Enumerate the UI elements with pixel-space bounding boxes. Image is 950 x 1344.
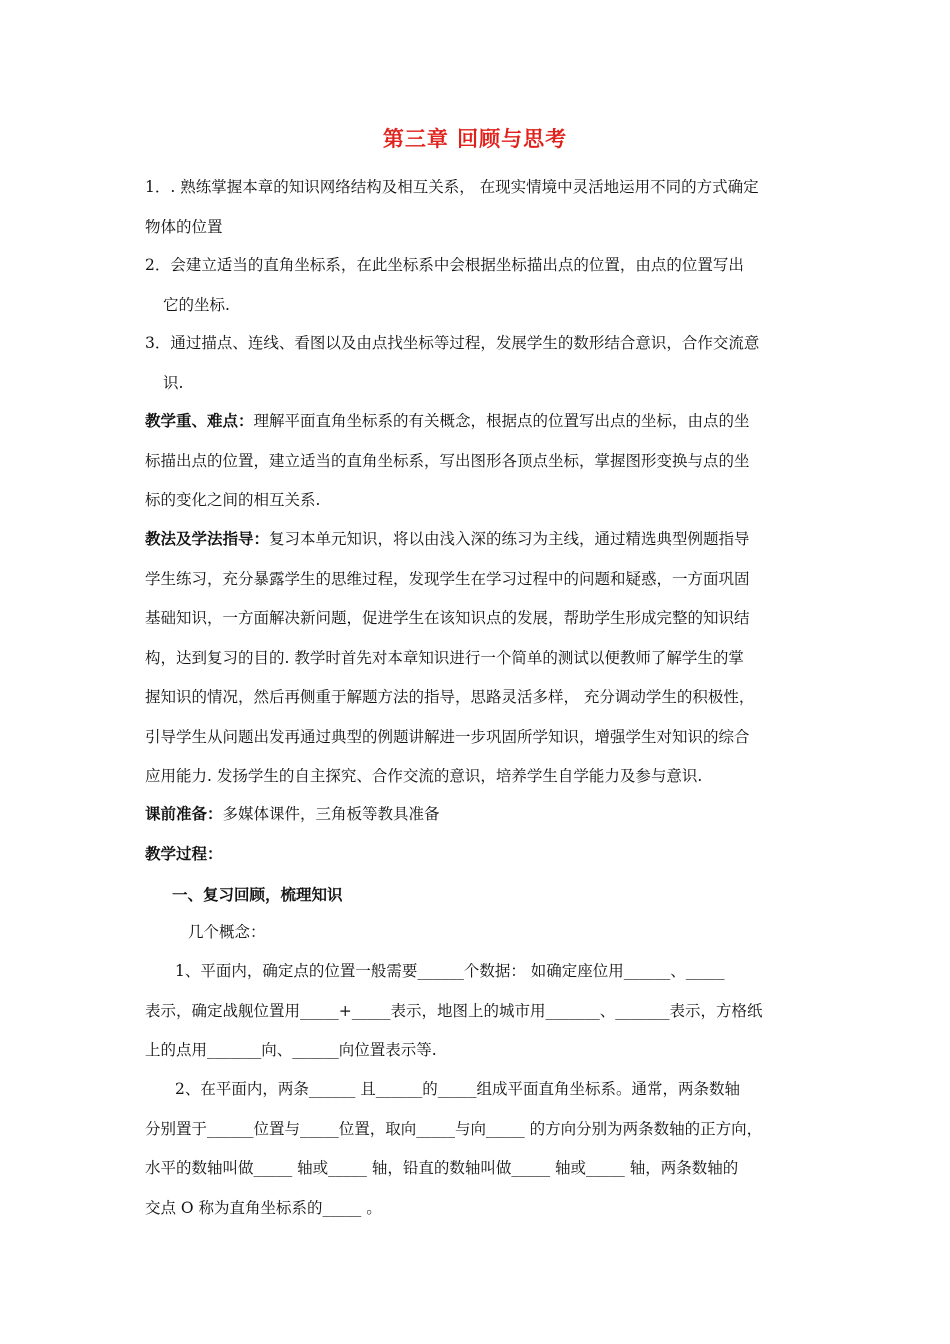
- method-line7: 应用能力. 发扬学生的自主探究、合作交流的意识，培养学生自学能力及参与意识.: [145, 767, 703, 785]
- item2-line1: 2、在平面内，两条______ 且______的_____组成平面直角坐标系。通常，两条数轴: [175, 1080, 741, 1098]
- objective-2-line1: 2．会建立适当的直角坐标系，在此坐标系中会根据坐标描出点的位置，由点的位置写出: [145, 256, 744, 274]
- objective-1-line2: 物体的位置: [145, 217, 223, 236]
- key-points-line1: 理解平面直角坐标系的有关概念，根据点的位置写出点的坐标，由点的坐: [253, 412, 750, 430]
- method-line6: 引导学生从问题出发再通过典型的例题讲解进一步巩固所学知识，增强学生对知识的综合: [145, 727, 750, 746]
- method-label: 教法及学法指导：: [145, 530, 270, 548]
- objective-2: [145, 246, 810, 325]
- concept-item-1: [145, 952, 810, 1071]
- objective-3-line2: 识.: [163, 373, 184, 392]
- concept-item-2: [145, 1070, 810, 1228]
- item1-line1: 1、平面内，确定点的位置一般需要______个数据： 如确定座位用______、_____: [175, 962, 725, 980]
- item2-line3: 水平的数轴叫做_____ 轴或_____ 轴，铅直的数轴叫做_____ 轴或_____ 轴，两条数轴的: [145, 1159, 739, 1177]
- preparation-label: 课前准备：: [145, 805, 223, 823]
- method-line4: 构，达到复习的目的. 教学时首先对本章知识进行一个简单的测试以便教师了解学生的掌: [145, 648, 744, 667]
- method-line3: 基础知识，一方面解决新问题，促进学生在该知识点的发展，帮助学生形成完整的知识结: [145, 609, 750, 627]
- objective-2-line2: 它的坐标.: [163, 295, 230, 314]
- key-points-label: 教学重、难点：: [145, 412, 254, 430]
- item2-line2: 分别置于______位置与_____位置，取向_____与向_____ 的方向分别为两条数轴的正方向，: [145, 1119, 763, 1138]
- chapter-title: 第三章 回顾与思考: [382, 127, 568, 151]
- key-points-line2: 标描出点的位置，建立适当的直角坐标系，写出图形各顶点坐标，掌握图形变换与点的坐: [145, 451, 750, 470]
- item1-line3: 上的点用_______向、______向位置表示等.: [145, 1041, 437, 1059]
- teaching-method: [145, 520, 810, 797]
- method-line1: 复习本单元知识，将以由浅入深的练习为主线，通过精选典型例题指导: [269, 530, 750, 548]
- concepts-intro: 几个概念：: [188, 923, 266, 941]
- objective-1-line1: 1．. 熟练掌握本章的知识网络结构及相互关系， 在现实情境中灵活地运用不同的方式确定: [145, 178, 759, 196]
- section-1-heading: 一、复习回顾，梳理知识: [172, 886, 343, 904]
- method-line5: 握知识的情况，然后再侧重于解题方法的指导，思路灵活多样， 充分调动学生的积极性，: [145, 688, 755, 706]
- key-points: [145, 402, 810, 521]
- objective-3: [145, 324, 810, 403]
- objective-3-line1: 3．通过描点、连线、看图以及由点找坐标等过程，发展学生的数形结合意识，合作交流意: [145, 334, 760, 352]
- key-points-line3: 标的变化之间的相互关系.: [145, 491, 321, 509]
- preparation: [145, 795, 810, 835]
- process-label: 教学过程：: [145, 845, 223, 863]
- item2-line4: 交点 O 称为直角坐标系的_____ 。: [145, 1198, 382, 1217]
- preparation-text: 多媒体课件，三角板等教具准备: [222, 805, 440, 823]
- objective-1: [145, 168, 810, 247]
- method-line2: 学生练习，充分暴露学生的思维过程，发现学生在学习过程中的问题和疑惑，一方面巩固: [145, 569, 750, 588]
- item1-line2: 表示，确定战舰位置用_____+_____表示，地图上的城市用_______、_______表示，方格纸: [145, 1001, 763, 1020]
